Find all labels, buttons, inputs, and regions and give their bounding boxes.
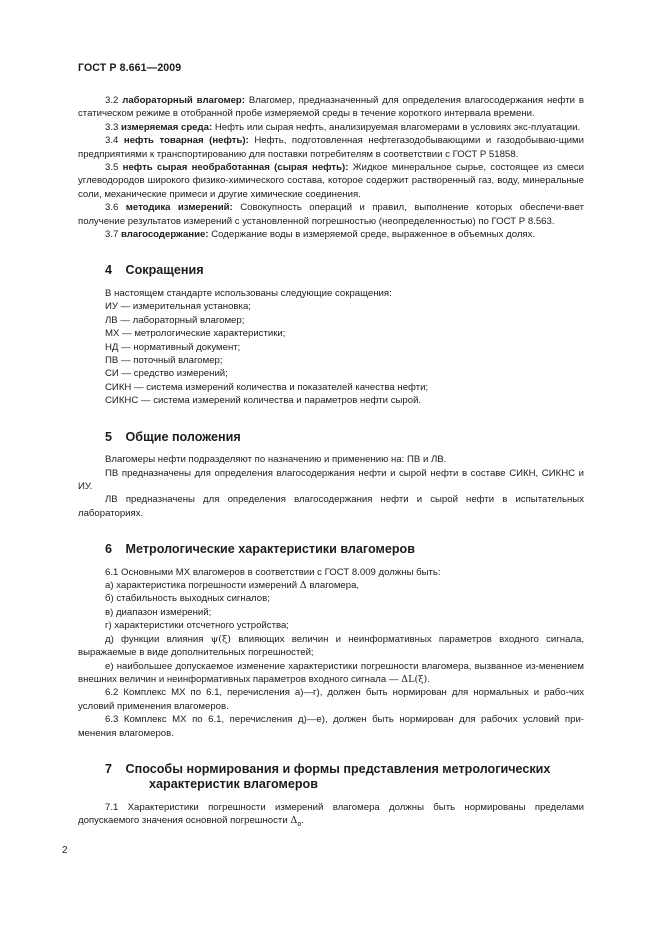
list-item-a: а) характеристика погрешности измерений Δ влагомера, — [105, 580, 360, 592]
clause-6-2: 6.2 Комплекс МХ по 6.1, перечисления а)—г), должен быть нормирован для нормальных и рабо-чих условий применения влагомеров. — [78, 687, 584, 712]
clause-6-1: 6.1 Основными МХ влагомеров в соответствии с ГОСТ 8.009 должны быть: — [105, 566, 441, 578]
abbreviation-item: МХ — метрологические характеристики; — [105, 328, 286, 340]
list-item-b: б) стабильность выходных сигналов; — [105, 593, 270, 605]
abbreviation-item: ЛВ — лабораторный влагомер; — [105, 314, 245, 326]
abbreviation-item: НД — нормативный документ; — [105, 341, 241, 353]
section-5-heading: 5 Общие положения — [105, 429, 241, 444]
page-content — [78, 88, 584, 832]
abbreviation-item: СИКН — система измерений количества и показателей качества нефти; — [105, 381, 429, 393]
clause-6-3: 6.3 Комплекс МХ по 6.1, перечисления д)—е), должен быть нормирован для рабочих условий при-менения влагомеров. — [78, 714, 584, 739]
definition-3-7: 3.7 влагосодержание: Содержание воды в измеряемой среде, выраженное в объемных долях. — [105, 229, 536, 241]
list-item-e: е) наибольшее допускаемое изменение характеристики погрешности влагомера, вызванное из-менением внешних величин и неинформативных параметров входного сигнала — ΔL(ξ). — [78, 660, 584, 685]
definition-3-3: 3.3 измеряемая среда: Нефть или сырая нефть, анализируемая влагомерами в условиях экс-плуатации. — [105, 121, 581, 133]
clause-7-1: 7.1 Характеристики погрешности измерений влагомера должны быть нормированы пределами допускаемого значения основной погрешности $\Delta_o$. — [78, 801, 584, 829]
page-number: 2 — [62, 845, 68, 856]
document-header: ГОСТ Р 8.661—2009 — [78, 62, 182, 74]
abbreviation-item: СИ — средство измерений; — [105, 368, 228, 380]
definition-3-2: 3.2 лабораторный влагомер: Влагомер, предназначенный для определения влагосодержания нефти в статическом режиме в отобранной пробе измеряемой среды в течение короткого интервала времени. — [78, 95, 584, 120]
definitions-list — [78, 94, 584, 241]
abbreviation-item: ПВ — поточный влагомер; — [105, 355, 223, 366]
section-5-para-1: Влагомеры нефти подразделяют по назначению и применению на: ПВ и ЛВ. — [105, 454, 447, 466]
section-5-para-2: ПВ предназначены для определения влагосодержания нефти и сырой нефти в составе СИКН, СИКНС и ИУ. — [78, 467, 584, 492]
definition-3-5: 3.5 нефть сырая необработанная (сырая нефть): Жидкое минеральное сырье, состоящее из смеси углеводородов широкого физико-химического состава, которое содержит растворенный газ, воду, минеральные соли, механические примеси и другие химические соединения. — [78, 162, 584, 200]
list-item-g: г) характеристики отсчетного устройства; — [105, 620, 289, 632]
abbreviation-item: СИКНС — система измерений количества и параметров нефти сырой. — [105, 395, 422, 407]
abbreviation-item: ИУ — измерительная установка; — [105, 301, 251, 313]
list-item-v: в) диапазон измерений; — [105, 606, 212, 618]
section-7-heading: 7 Способы нормирования и формы представления метрологических характеристик влагомеров — [105, 761, 551, 792]
section-5-para-3: ЛВ предназначены для определения влагосодержания нефти и сырой нефти в испытательных лабораториях. — [78, 494, 584, 519]
abbreviations-list — [78, 300, 584, 407]
section-4-heading: 4 Сокращения — [105, 263, 204, 278]
definition-3-6: 3.6 методика измерений: Совокупность операций и правил, выполнение которых обеспечи-вает получение результатов измерений с установленной погрешностью (неопределенностью) по ГОСТ Р 8.563. — [78, 202, 585, 227]
list-item-d: д) функции влияния ψ(ξ) влияющих величин и неинформативных параметров входного сигнала, выражаемые в виде дополнительных погрешностей; — [78, 633, 584, 659]
section-6-heading: 6 Метрологические характеристики влагомеров — [105, 542, 415, 557]
abbreviations-intro: В настоящем стандарте использованы следующие сокращения: — [105, 287, 392, 299]
definition-3-4: 3.4 нефть товарная (нефть): Нефть, подготовленная нефтегазодобывающими и газодобываю-щими предприятиями к транспортированию для поставки потребителям в соответствии с ГОСТ Р 51858. — [78, 135, 584, 160]
